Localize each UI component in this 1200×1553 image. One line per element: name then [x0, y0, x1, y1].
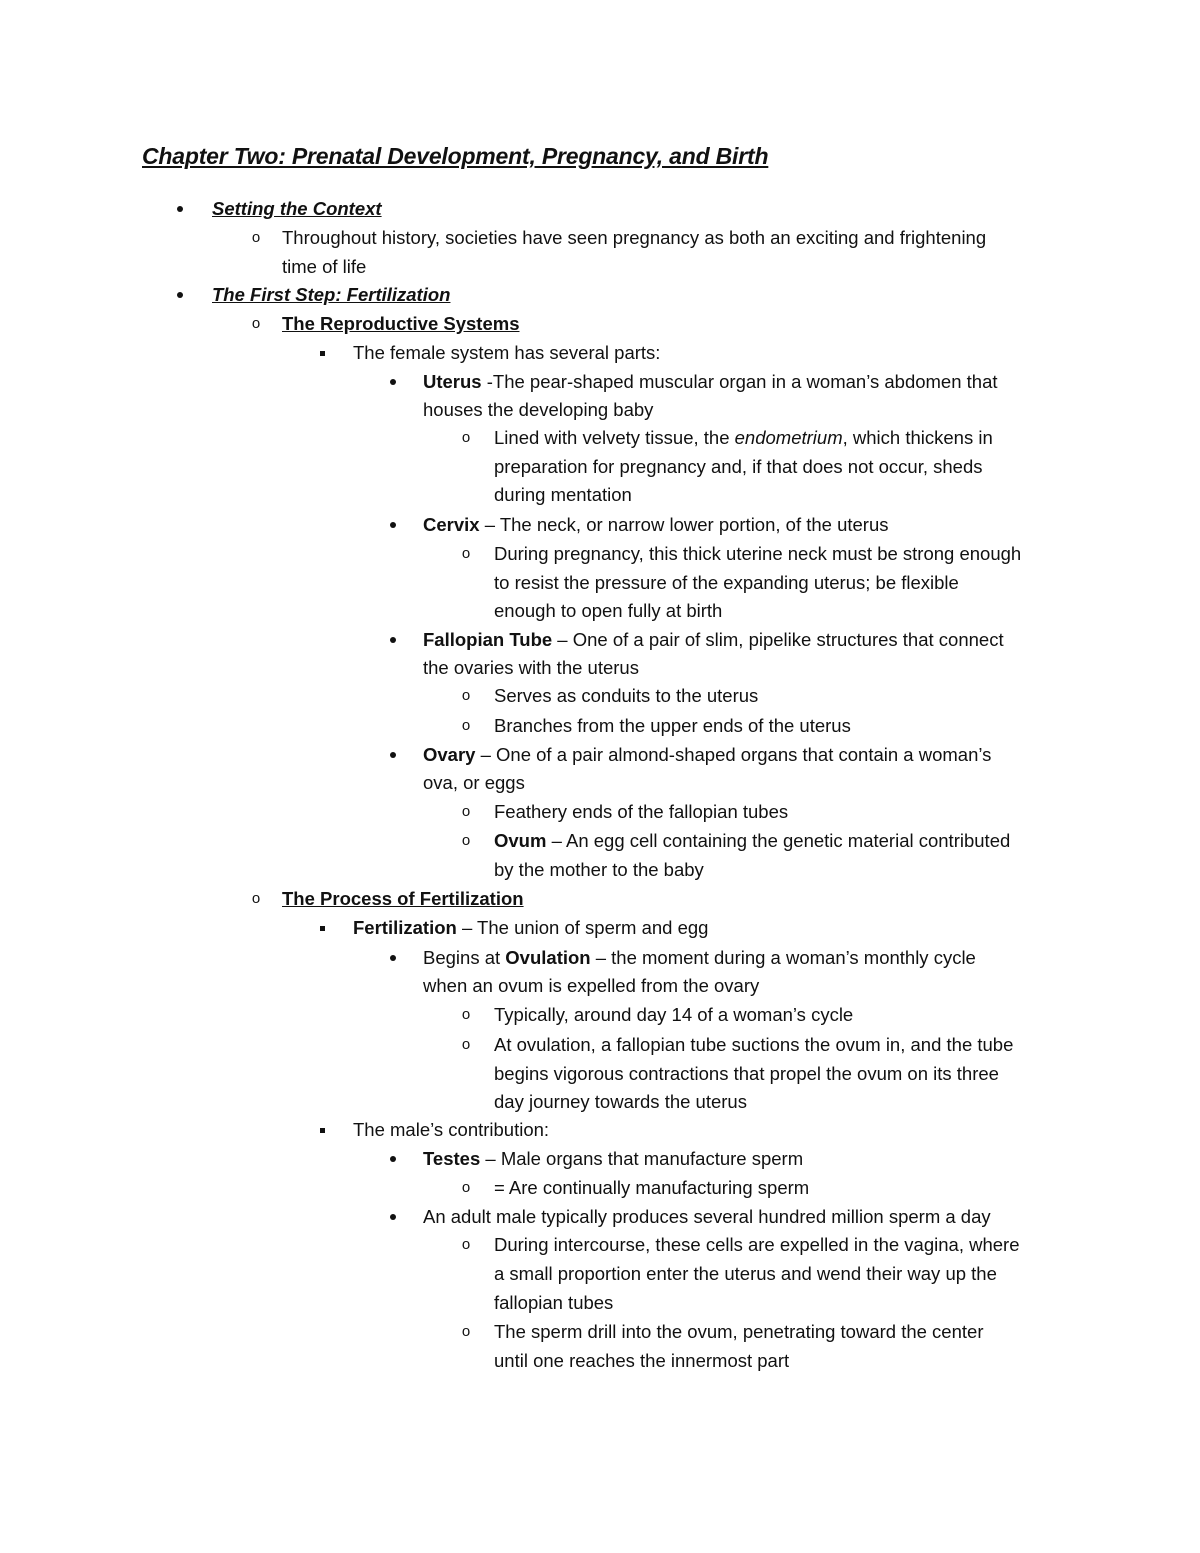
sub-bullet-marker: o [251, 315, 261, 332]
definition: – One of a pair almond-shaped organs that contain a woman’s [475, 744, 992, 765]
page-title: Chapter Two: Prenatal Development, Pregnancy, and Birth [142, 143, 769, 169]
list-item-cont: during mentation [494, 484, 632, 505]
list-item-cont: when an ovum is expelled from the ovary [423, 975, 760, 996]
list-item-testes [423, 1144, 803, 1173]
sub-bullet-marker: o [251, 229, 261, 246]
text-span: Lined with velvety tissue, the [494, 427, 735, 448]
text-span: , which thickens in [842, 427, 993, 448]
bullet-marker [383, 1202, 403, 1231]
list-item-cont: the ovaries with the uterus [423, 657, 639, 678]
bullet-marker [383, 625, 403, 654]
list-item-cont: houses the developing baby [423, 399, 654, 420]
list-item-cervix [423, 510, 889, 539]
sub-bullet-marker: o [461, 1236, 471, 1253]
sub-bullet-marker: o [461, 1323, 471, 1340]
list-item-fertilization [353, 913, 708, 942]
text-span: Begins at [423, 947, 506, 968]
section-heading-context: Setting the Context [212, 198, 382, 219]
subsection-heading-reproductive: The Reproductive Systems [282, 313, 520, 334]
list-item-cont: time of life [282, 256, 367, 277]
list-item: Feathery ends of the fallopian tubes [494, 801, 789, 822]
bullet-marker [383, 1144, 403, 1173]
list-item-cont: by the mother to the baby [494, 859, 704, 880]
term-uterus: Uterus [423, 371, 482, 392]
definition: – The neck, or narrow lower portion, of the uterus [479, 514, 889, 535]
sub-bullet-marker: o [251, 890, 261, 907]
list-item: Serves as conduits to the uterus [494, 685, 759, 706]
list-item: The male’s contribution: [353, 1119, 550, 1140]
term-ovary: Ovary [423, 744, 476, 765]
sub-bullet-marker: o [461, 832, 471, 849]
term-endometrium: endometrium [734, 427, 843, 448]
term-fallopian-tube: Fallopian Tube [423, 629, 553, 650]
sub-bullet-marker: o [461, 717, 471, 734]
definition: – Male organs that manufacture sperm [480, 1148, 804, 1169]
term-fertilization: Fertilization [353, 917, 457, 938]
sub-bullet-marker: o [461, 687, 471, 704]
list-item-cont: until one reaches the innermost part [494, 1350, 790, 1371]
definition: – the moment during a woman’s monthly cycle [590, 947, 976, 968]
square-bullet-marker [312, 338, 332, 367]
bullet-marker [383, 510, 403, 539]
list-item: At ovulation, a fallopian tube suctions the ovum in, and the tube [494, 1034, 1014, 1055]
section-heading-fertilization: The First Step: Fertilization [212, 284, 451, 305]
list-item: Branches from the upper ends of the uterus [494, 715, 851, 736]
list-item-ovulation [423, 943, 976, 972]
list-item-uterus [423, 367, 998, 396]
list-item-cont: begins vigorous contractions that propel the ovum on its three [494, 1063, 999, 1084]
list-item [494, 423, 993, 452]
sub-bullet-marker: o [461, 1036, 471, 1053]
sub-bullet-marker: o [461, 803, 471, 820]
bullet-marker [383, 943, 403, 972]
list-item-fallopian-tube [423, 625, 1004, 654]
term-cervix: Cervix [423, 514, 480, 535]
definition: – The union of sperm and egg [456, 917, 709, 938]
list-item-cont: fallopian tubes [494, 1292, 614, 1313]
term-ovum: Ovum [494, 830, 547, 851]
sub-bullet-marker: o [461, 429, 471, 446]
list-item-cont: day journey towards the uterus [494, 1091, 747, 1112]
list-item: An adult male typically produces several hundred million sperm a day [423, 1206, 991, 1227]
list-item-ovum [494, 826, 1010, 855]
list-item: The female system has several parts: [353, 342, 661, 363]
term-ovulation: Ovulation [505, 947, 591, 968]
bullet-marker [383, 740, 403, 769]
sub-bullet-marker: o [461, 1179, 471, 1196]
bullet-marker [170, 194, 190, 223]
subsection-heading-process: The Process of Fertilization [282, 888, 524, 909]
definition: – One of a pair of slim, pipelike structures that connect [552, 629, 1004, 650]
list-item-ovary [423, 740, 991, 769]
square-bullet-marker [312, 1115, 332, 1144]
list-item: Typically, around day 14 of a woman’s cycle [494, 1004, 854, 1025]
square-bullet-marker [312, 913, 332, 942]
list-item: During pregnancy, this thick uterine neck must be strong enough [494, 543, 1022, 564]
list-item: Throughout history, societies have seen pregnancy as both an exciting and frightening [282, 227, 987, 248]
bullet-marker [383, 367, 403, 396]
list-item-cont: to resist the pressure of the expanding uterus; be flexible [494, 572, 959, 593]
list-item: = Are continually manufacturing sperm [494, 1177, 810, 1198]
list-item-cont: preparation for pregnancy and, if that does not occur, sheds [494, 456, 983, 477]
definition: -The pear-shaped muscular organ in a woman’s abdomen that [481, 371, 998, 392]
list-item: During intercourse, these cells are expelled in the vagina, where [494, 1234, 1020, 1255]
list-item-cont: ova, or eggs [423, 772, 525, 793]
sub-bullet-marker: o [461, 545, 471, 562]
list-item-cont: a small proportion enter the uterus and wend their way up the [494, 1263, 997, 1284]
term-testes: Testes [423, 1148, 481, 1169]
list-item-cont: enough to open fully at birth [494, 600, 723, 621]
sub-bullet-marker: o [461, 1006, 471, 1023]
bullet-marker [170, 280, 190, 309]
list-item: The sperm drill into the ovum, penetrating toward the center [494, 1321, 984, 1342]
definition: – An egg cell containing the genetic material contributed [546, 830, 1011, 851]
